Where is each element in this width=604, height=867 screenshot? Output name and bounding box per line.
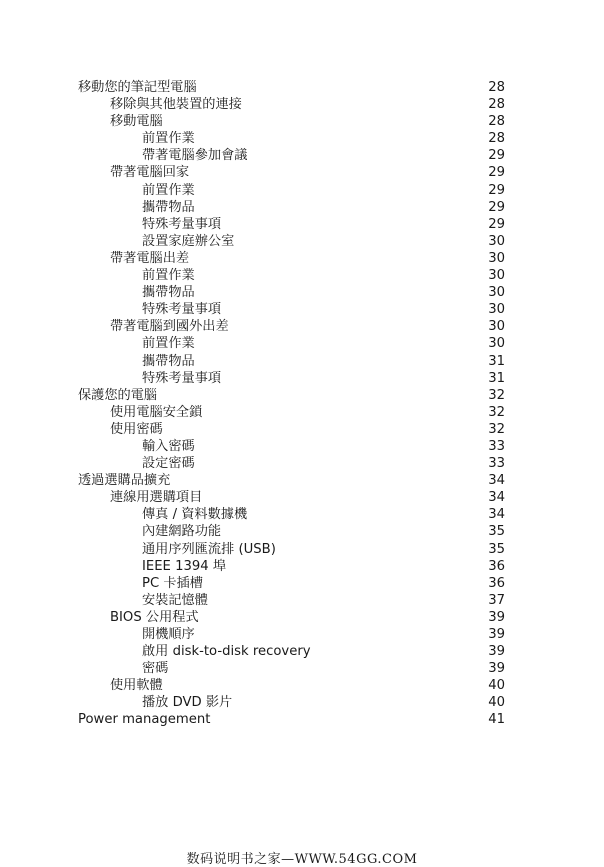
toc-entry-title: 透過選購品擴充 xyxy=(78,473,171,489)
toc-entry-title: BIOS 公用程式 xyxy=(110,609,199,625)
toc-entry-title: 安裝記憶體 xyxy=(142,592,208,608)
toc-entry-page: 40 xyxy=(488,678,505,694)
toc-entry[interactable] xyxy=(0,199,604,216)
toc-entry-title: PC 卡插槽 xyxy=(142,575,203,591)
toc-entry-title: 前置作業 xyxy=(142,182,195,198)
toc-entry-page: 34 xyxy=(488,490,505,506)
toc-entry-title: 攜帶物品 xyxy=(142,353,195,369)
toc-entry-page: 37 xyxy=(488,592,505,608)
toc-entry-page: 36 xyxy=(488,558,505,574)
toc-entry-title: 移動您的筆記型電腦 xyxy=(78,80,197,95)
toc-entry[interactable] xyxy=(0,233,604,250)
toc-entry[interactable] xyxy=(0,592,604,609)
toc-entry-title: 內建網路功能 xyxy=(142,524,222,540)
toc-entry-page: 33 xyxy=(488,456,505,472)
toc-entry-page: 28 xyxy=(488,114,505,130)
toc-entry[interactable] xyxy=(0,472,604,489)
toc-entry-title: 移除與其他裝置的連接 xyxy=(110,97,242,113)
toc-entry[interactable] xyxy=(0,558,604,575)
toc-entry-title: 啟用 disk-to-disk recovery xyxy=(142,644,311,660)
toc-entry[interactable] xyxy=(0,455,604,472)
toc-entry-page: 30 xyxy=(488,233,505,249)
toc-entry[interactable] xyxy=(0,489,604,506)
toc-entry[interactable] xyxy=(0,96,604,113)
toc-entry-title: 特殊考量事項 xyxy=(142,302,222,318)
toc-entry-page: 34 xyxy=(488,473,505,489)
toc-entry-page: 30 xyxy=(488,319,505,335)
toc-entry[interactable] xyxy=(0,609,604,626)
toc-entry-title: 通用序列匯流排 (USB) xyxy=(142,541,276,557)
toc-entry-page: 32 xyxy=(488,404,505,420)
toc-entry-page: 28 xyxy=(488,97,505,113)
toc-entry-page: 34 xyxy=(488,507,505,523)
toc-entry[interactable] xyxy=(0,694,604,711)
toc-entry[interactable] xyxy=(0,404,604,421)
toc-entry[interactable] xyxy=(0,164,604,181)
toc-entry-title: 帶著電腦出差 xyxy=(110,250,190,266)
toc-entry-page: 39 xyxy=(488,661,505,677)
toc-entry-page: 29 xyxy=(488,182,505,198)
toc-entry-page: 30 xyxy=(488,268,505,284)
toc-entry-title: 設置家庭辦公室 xyxy=(142,233,235,249)
toc-entry-page: 39 xyxy=(488,627,505,642)
toc-entry-title: 設定密碼 xyxy=(142,456,195,472)
toc-entry-page: 28 xyxy=(488,80,505,95)
toc-entry[interactable] xyxy=(0,318,604,335)
toc-entry-page: 29 xyxy=(488,148,505,164)
toc-entry-page: 41 xyxy=(488,712,505,728)
toc-entry-page: 35 xyxy=(488,524,505,540)
toc-entry[interactable] xyxy=(0,677,604,694)
toc-entry-title: 攜帶物品 xyxy=(142,285,195,301)
toc-entry-page: 36 xyxy=(488,575,505,591)
toc-entry-title: 特殊考量事項 xyxy=(142,370,222,386)
toc-entry-page: 28 xyxy=(488,131,505,147)
toc-entry[interactable] xyxy=(0,438,604,455)
toc-entry-title: 前置作業 xyxy=(142,268,195,284)
toc-entry-title: 使用密碼 xyxy=(110,421,163,437)
toc-entry-title: 帶著電腦回家 xyxy=(110,165,190,181)
toc-entry-page: 29 xyxy=(488,216,505,232)
toc-entry-title: 播放 DVD 影片 xyxy=(142,695,233,711)
toc-entry[interactable] xyxy=(0,79,604,96)
toc-entry[interactable] xyxy=(0,506,604,523)
toc-entry-title: 使用軟體 xyxy=(110,678,163,694)
toc-entry-page: 29 xyxy=(488,165,505,181)
toc-entry-title: 連線用選購項目 xyxy=(110,490,203,506)
toc-entry[interactable] xyxy=(0,711,604,728)
table-of-contents xyxy=(0,79,604,729)
toc-entry[interactable] xyxy=(0,113,604,130)
toc-entry-title: 帶著電腦到國外出差 xyxy=(110,319,229,335)
toc-entry-page: 32 xyxy=(488,387,505,403)
toc-entry-page: 31 xyxy=(488,370,505,386)
toc-entry[interactable] xyxy=(0,660,604,677)
toc-entry[interactable] xyxy=(0,284,604,301)
toc-entry-page: 30 xyxy=(488,285,505,301)
toc-entry-page: 29 xyxy=(488,199,505,215)
toc-entry[interactable] xyxy=(0,301,604,318)
toc-entry[interactable] xyxy=(0,353,604,370)
toc-entry-title: 移動電腦 xyxy=(110,114,163,130)
toc-entry-page: 35 xyxy=(488,541,505,557)
toc-entry[interactable] xyxy=(0,421,604,438)
footer-watermark: 数码说明书之家—WWW.54GG.COM xyxy=(186,852,418,867)
toc-entry[interactable] xyxy=(0,370,604,387)
toc-entry-title: 開機順序 xyxy=(142,627,195,642)
toc-entry-title: 攜帶物品 xyxy=(142,199,195,215)
toc-entry-page: 39 xyxy=(488,644,505,660)
toc-entry-title: 前置作業 xyxy=(142,336,195,352)
toc-entry[interactable] xyxy=(0,130,604,147)
toc-entry-title: 傳真 / 資料數據機 xyxy=(142,507,248,523)
toc-entry-title: 密碼 xyxy=(142,661,169,677)
toc-entry[interactable] xyxy=(0,182,604,199)
toc-entry[interactable] xyxy=(0,523,604,540)
toc-entry-page: 30 xyxy=(488,302,505,318)
toc-entry-page: 39 xyxy=(488,609,505,625)
toc-entry-title: 前置作業 xyxy=(142,131,195,147)
toc-entry-title: 輸入密碼 xyxy=(142,438,195,454)
toc-entry[interactable] xyxy=(0,147,604,164)
toc-entry-page: 30 xyxy=(488,250,505,266)
toc-entry-page: 31 xyxy=(488,353,505,369)
toc-entry[interactable] xyxy=(0,335,604,352)
toc-entry-title: 特殊考量事項 xyxy=(142,216,222,232)
toc-entry[interactable] xyxy=(0,626,604,643)
toc-entry-page: 32 xyxy=(488,421,505,437)
toc-entry-page: 40 xyxy=(488,695,505,711)
toc-entry[interactable] xyxy=(0,267,604,284)
toc-entry[interactable] xyxy=(0,387,604,404)
toc-entry-page: 30 xyxy=(488,336,505,352)
toc-entry-page: 33 xyxy=(488,438,505,454)
toc-entry[interactable] xyxy=(0,541,604,558)
toc-entry[interactable] xyxy=(0,575,604,592)
toc-entry[interactable] xyxy=(0,216,604,233)
toc-entry[interactable] xyxy=(0,250,604,267)
toc-entry-title: 帶著電腦參加會議 xyxy=(142,148,248,164)
toc-entry-title: Power management xyxy=(78,712,211,728)
toc-entry-title: 使用電腦安全鎖 xyxy=(110,404,203,420)
toc-entry-title: IEEE 1394 埠 xyxy=(142,558,227,574)
toc-entry-title: 保護您的電腦 xyxy=(78,387,158,403)
toc-entry[interactable] xyxy=(0,643,604,660)
